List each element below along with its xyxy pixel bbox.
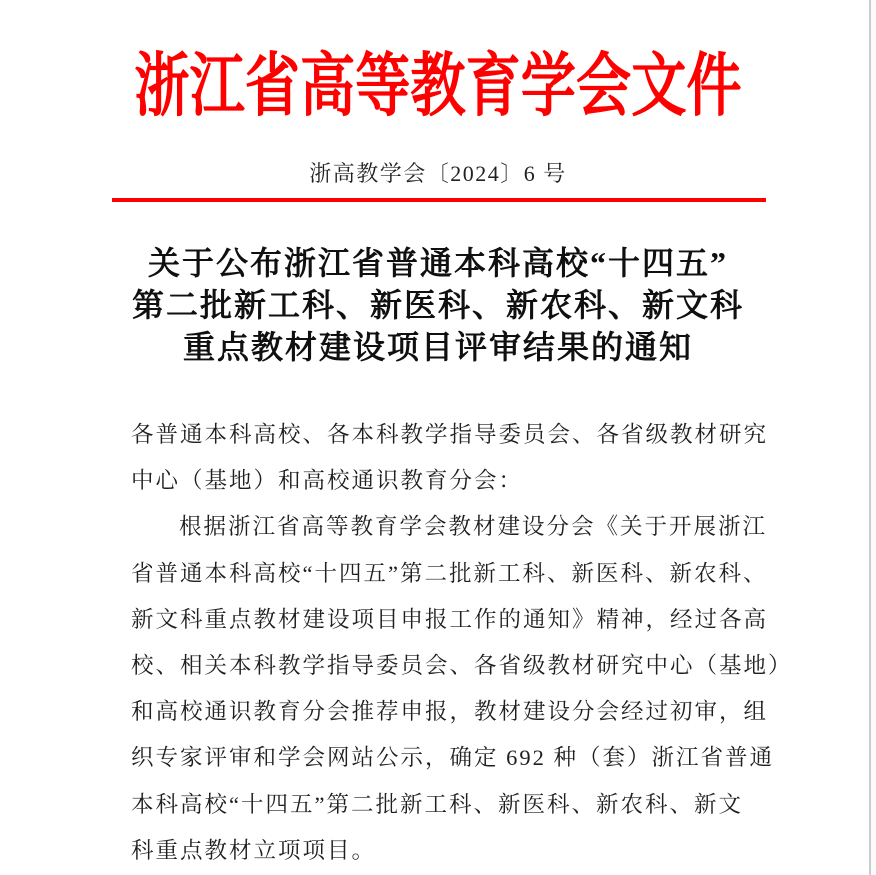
notice-title-line: 第二批新工科、新医科、新农科、新文科: [131, 287, 744, 323]
body-text-line: 各普通本科高校、各本科教学指导委员会、各省级教材研究: [131, 422, 769, 447]
red-separator-rule: [112, 198, 766, 202]
notice-title: [0, 242, 876, 368]
body-text-line: 新文科重点教材建设项目申报工作的通知》精神，经过各高: [131, 606, 769, 632]
body-text-line: 科重点教材立项项目。: [131, 837, 377, 863]
notice-body: [131, 412, 793, 874]
body-text-line: 和高校通识教育分会推荐申报，教材建设分会经过初审，组: [131, 699, 769, 725]
body-text-line: 根据浙江省高等教育学会教材建设分会《关于开展浙江: [179, 514, 768, 540]
body-text-line: 织专家评审和学会网站公示，确定 692 种（套）浙江省普通: [131, 745, 775, 771]
body-text-line: 校、相关本科教学指导委员会、各省级教材研究中心（基地）: [131, 653, 793, 679]
notice-title-line: 关于公布浙江省普通本科高校“十四五”: [147, 245, 728, 281]
masthead-title: 浙江省高等教育学会文件: [134, 48, 742, 124]
body-text-line: 中心（基地）和高校通识教育分会：: [131, 468, 524, 494]
body-text-line: 省普通本科高校“十四五”第二批新工科、新医科、新农科、: [131, 560, 768, 586]
notice-title-line: 重点教材建设项目评审结果的通知: [182, 329, 693, 365]
document-number: 浙高教学会〔2024〕6 号: [309, 161, 567, 186]
page-edge-line: [869, 0, 871, 875]
body-text-line: 本科高校“十四五”第二批新工科、新医科、新农科、新文: [131, 791, 743, 817]
